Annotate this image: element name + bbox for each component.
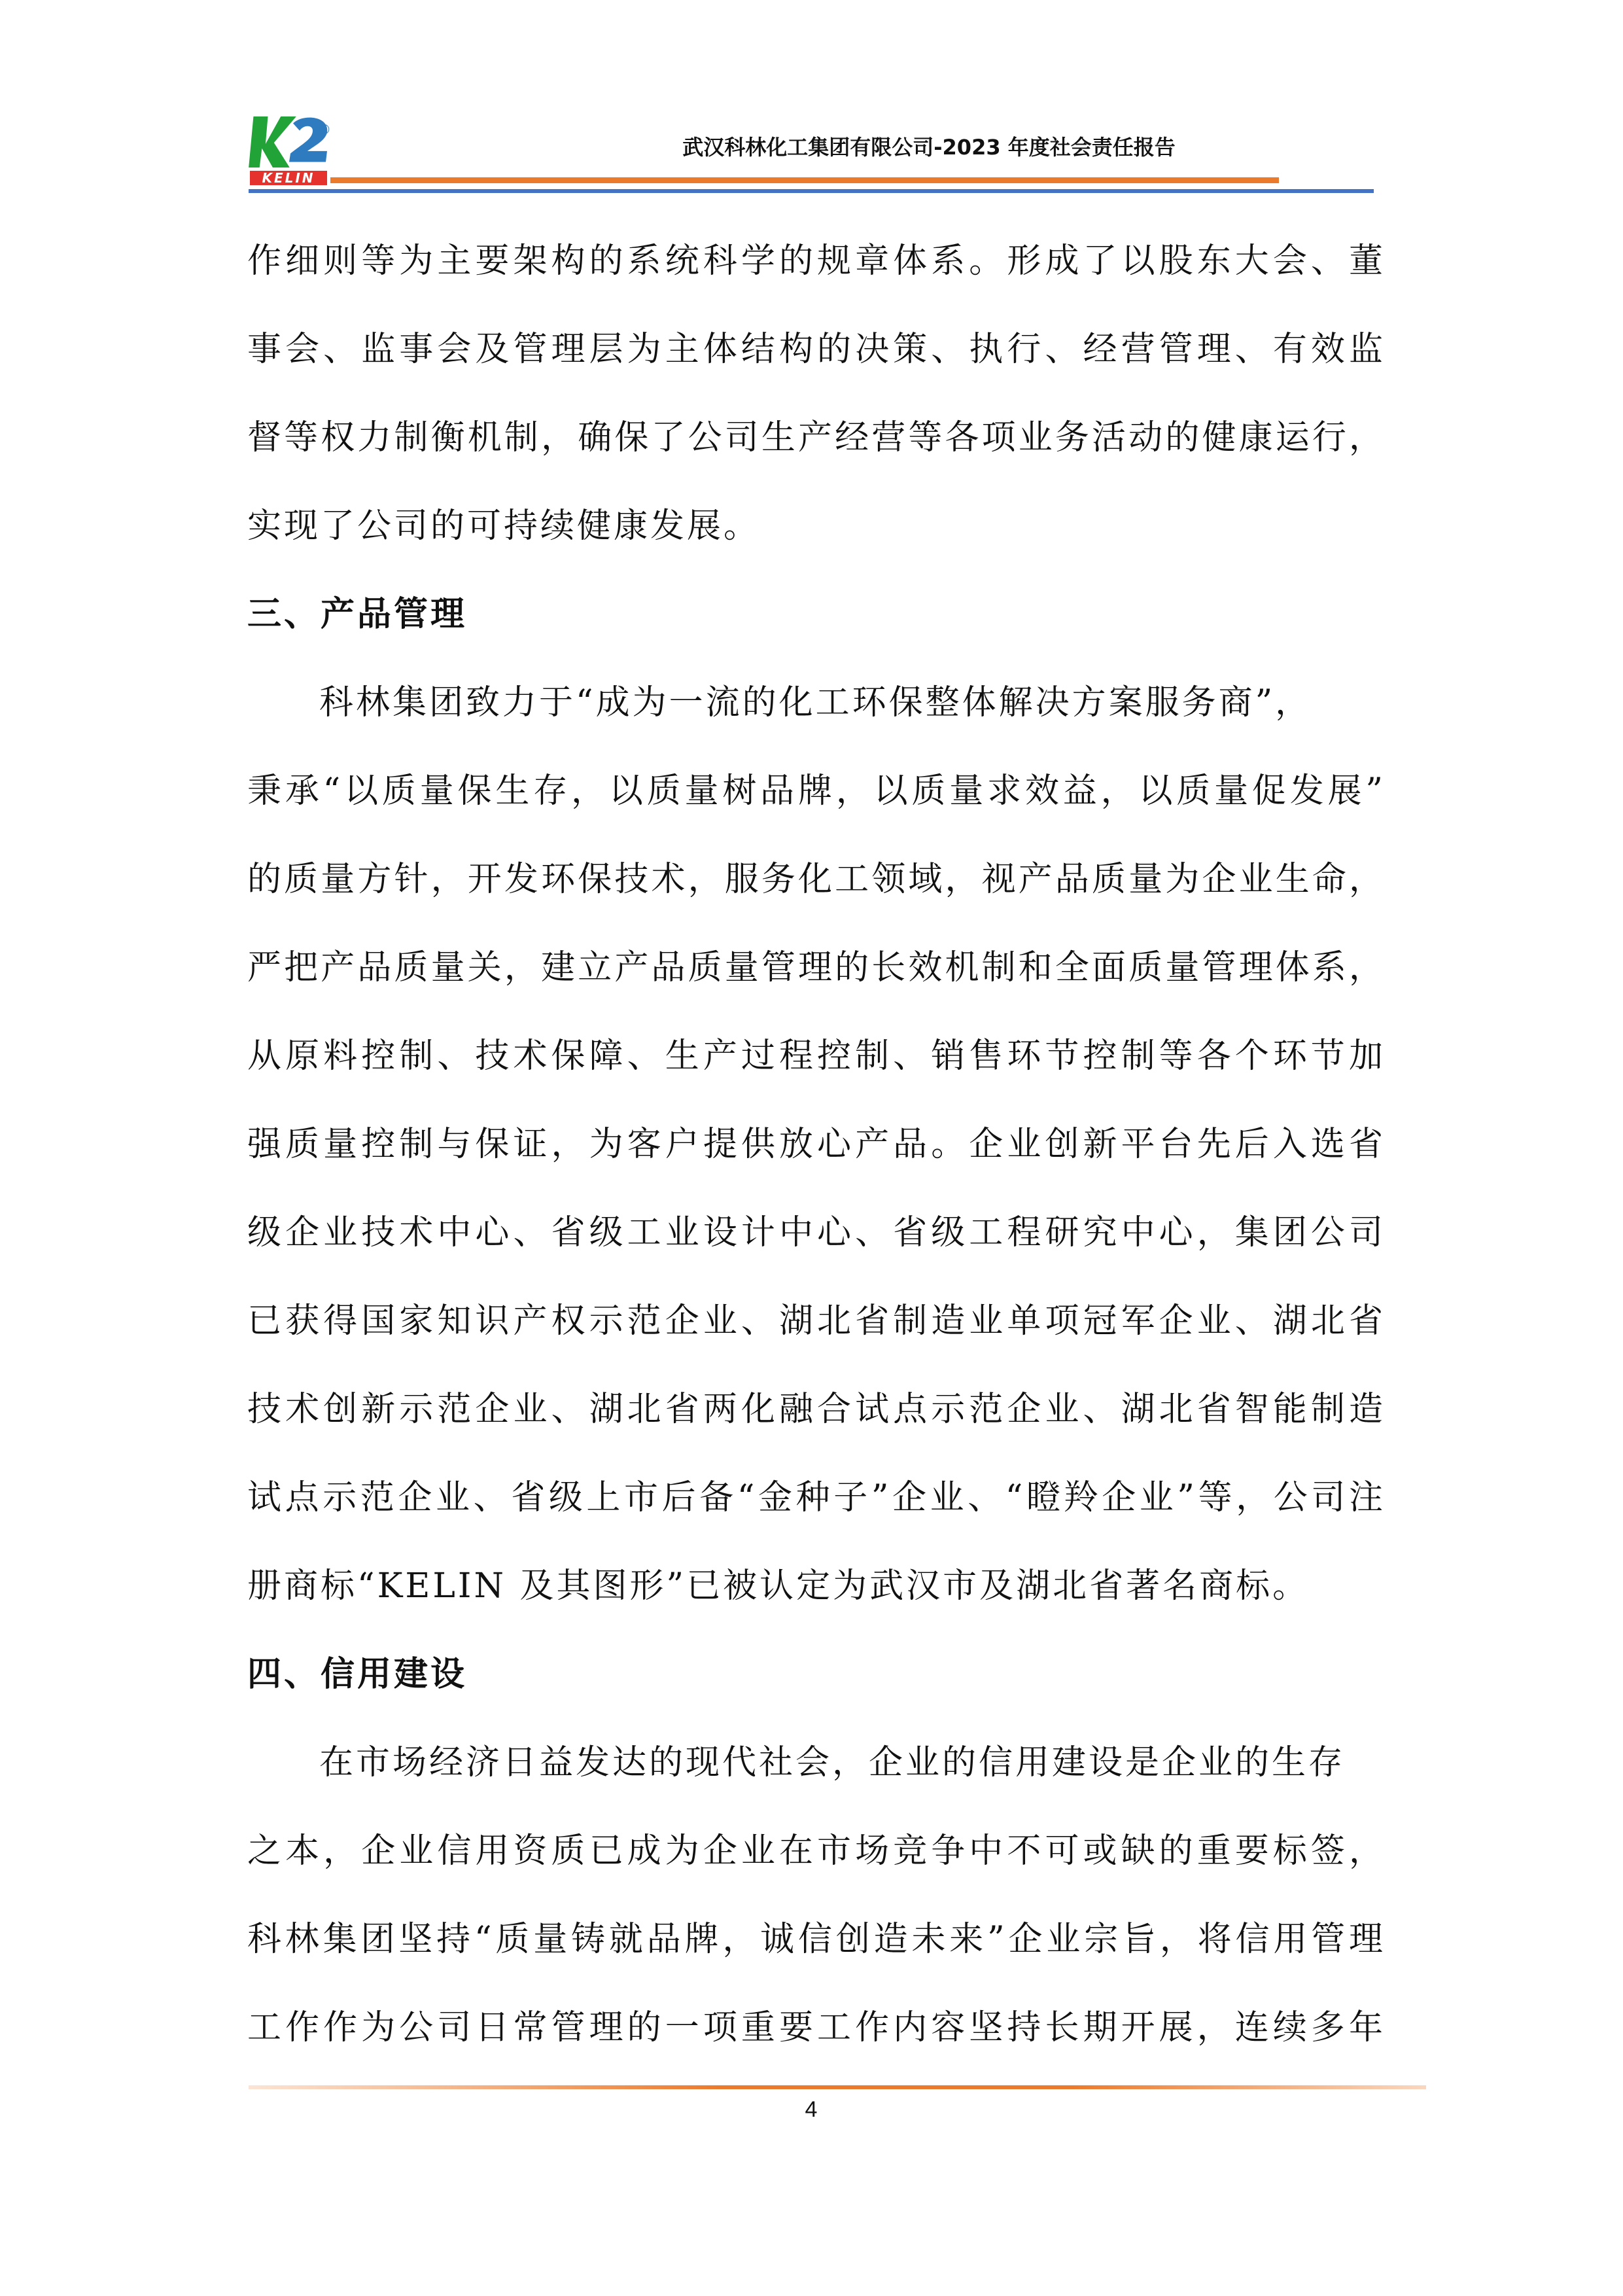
page-number: 4: [805, 2097, 818, 2122]
text-line: 科林集团致力于“成为一流的化工环保整体解决方案服务商”，: [319, 683, 1312, 722]
report-title: 武汉科林化工集团有限公司-2023 年度社会责任报告: [682, 135, 1176, 160]
section-heading-product-management: 三、产品管理: [247, 595, 468, 634]
text-line: 试点示范企业、省级上市后备“金种子”企业、“瞪羚企业”等，公司注: [247, 1478, 1383, 1517]
text-line: 实现了公司的可持续健康发展。: [247, 506, 761, 546]
footer-orange-rule: [249, 2085, 1426, 2089]
text-line: 级企业技术中心、省级工业设计中心、省级工程研究中心，集团公司: [247, 1213, 1383, 1252]
paragraph-governance: [247, 217, 1383, 571]
text-line: 已获得国家知识产权示范企业、湖北省制造业单项冠军企业、湖北省: [247, 1301, 1383, 1341]
document-body: [247, 217, 1383, 2072]
logo-wordmark: KELIN: [250, 171, 327, 185]
text-line: 在市场经济日益发达的现代社会，企业的信用建设是企业的生存: [319, 1743, 1346, 1782]
text-line: 事会、监事会及管理层为主体结构的决策、执行、经营管理、有效监: [247, 330, 1383, 369]
registered-mark: ®: [318, 122, 331, 137]
section-heading-credit-building: 四、信用建设: [247, 1655, 468, 1694]
paragraph-credit-building: [247, 1719, 1383, 2072]
text-line: 秉承“以质量保生存，以质量树品牌，以质量求效益，以质量促发展”: [247, 771, 1383, 811]
text-line: 督等权力制衡机制，确保了公司生产经营等各项业务活动的健康运行，: [247, 418, 1383, 457]
header-blue-rule: [249, 189, 1374, 193]
text-line: 严把产品质量关，建立产品质量管理的长效机制和全面质量管理体系，: [247, 948, 1383, 987]
text-line: 工作作为公司日常管理的一项重要工作内容坚持长期开展，连续多年: [247, 2008, 1383, 2047]
text-line: 科林集团坚持“质量铸就品牌，诚信创造未来”企业宗旨，将信用管理: [247, 1920, 1383, 1959]
text-line: 作细则等为主要架构的系统科学的规章体系。形成了以股东大会、董: [247, 241, 1383, 281]
header-orange-rule: [330, 177, 1279, 183]
page-header: [0, 0, 1623, 196]
text-line: 之本，企业信用资质已成为企业在市场竞争中不可或缺的重要标签，: [247, 1831, 1383, 1871]
text-line: 的质量方针，开发环保技术，服务化工领域，视产品质量为企业生命，: [247, 860, 1383, 899]
text-line: 强质量控制与保证，为客户提供放心产品。企业创新平台先后入选省: [247, 1125, 1383, 1164]
paragraph-product-management: [247, 659, 1383, 1631]
text-line: 从原料控制、技术保障、生产过程控制、销售环节控制等各个环节加: [247, 1036, 1383, 1076]
text-line: 技术创新示范企业、湖北省两化融合试点示范企业、湖北省智能制造: [247, 1390, 1383, 1429]
text-line: 册商标“KELIN 及其图形”已被认定为武汉市及湖北省著名商标。: [247, 1566, 1310, 1606]
